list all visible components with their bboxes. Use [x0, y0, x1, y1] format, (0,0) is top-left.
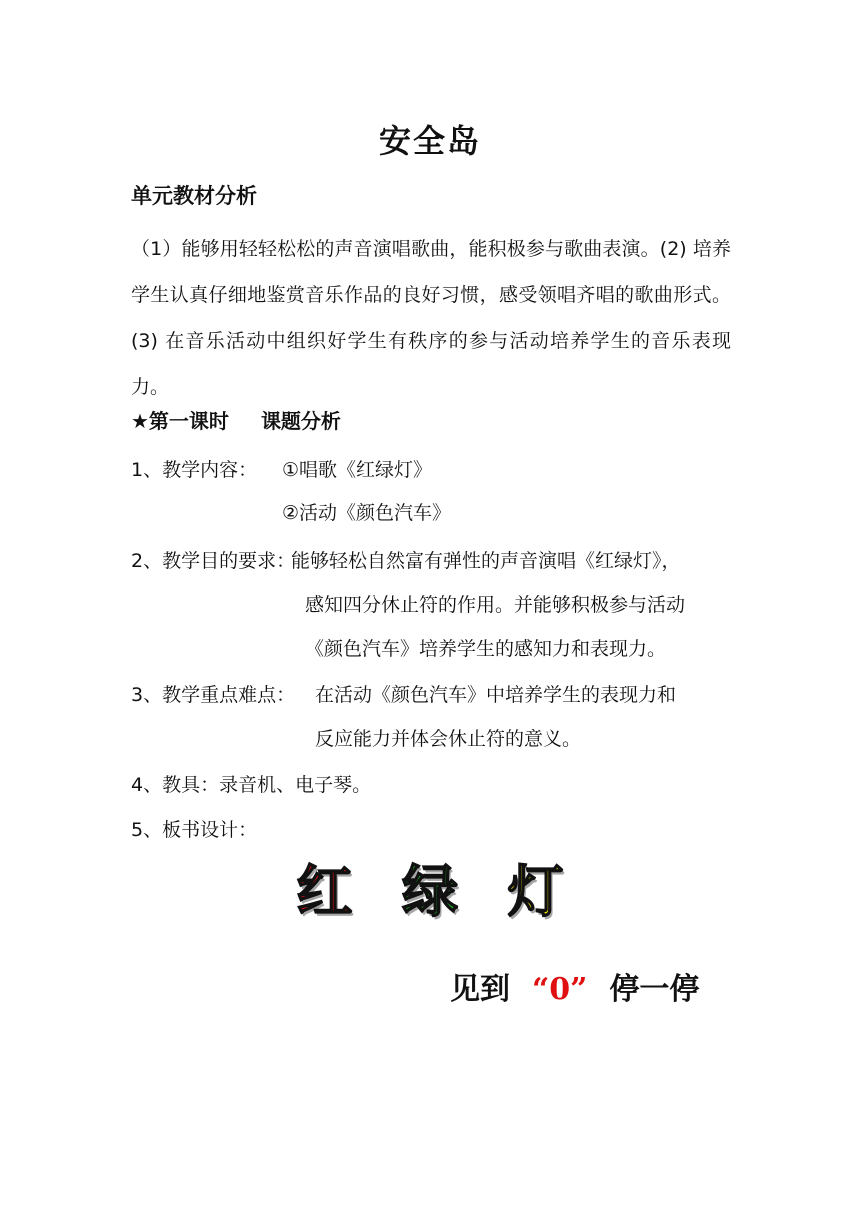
lesson-topic: 课题分析 [260, 409, 341, 433]
lesson-heading [131, 405, 341, 434]
content-label: 1、教学内容： [131, 459, 258, 481]
board-slogan [450, 964, 699, 1008]
goal-line-1: 能够轻松自然富有弹性的声音演唱《红绿灯》， [291, 550, 681, 572]
goal-line-3: 《颜色汽车》培养学生的感知力和表现力。 [305, 638, 667, 660]
slogan-after: 停一停 [609, 972, 700, 1007]
unit-paragraph: （1）能够用轻轻松松的声音演唱歌曲，能积极参与歌曲表演。(2) 培养学生认真仔细地鉴赏音乐作品的良好习惯，感受领唱齐唱的歌曲形式。(3) 在音乐活动中组织好学生有秩序的参与活动培养学生的音乐表现力。 [131, 238, 731, 398]
board-char-red: 红 [296, 859, 353, 925]
unit-heading: 单元教材分析 [131, 184, 257, 208]
lesson-label: ★第一课时 [131, 409, 229, 433]
slogan-before: 见到 [450, 972, 510, 1007]
board-title [0, 848, 860, 928]
content-item-1: ①唱歌《红绿灯》 [282, 459, 433, 481]
slogan-zero: “0” [532, 972, 588, 1007]
board-char-yellow: 灯 [507, 859, 564, 925]
board-design-label: 5、板书设计： [131, 819, 258, 841]
page-title: 安全岛 [378, 122, 481, 160]
goal-label: 2、教学目的要求： [131, 550, 296, 572]
tools-line: 4、教具：录音机、电子琴。 [131, 774, 372, 796]
key-label: 3、教学重点难点： [131, 684, 296, 706]
board-char-green: 绿 [402, 859, 458, 925]
key-line-2: 反应能力并体会休止符的意义。 [315, 728, 582, 750]
goal-line-2: 感知四分休止符的作用。并能够积极参与活动 [305, 594, 686, 616]
content-item-2: ②活动《颜色汽车》 [282, 502, 452, 524]
key-line-1: 在活动《颜色汽车》中培养学生的表现力和 [315, 684, 677, 706]
